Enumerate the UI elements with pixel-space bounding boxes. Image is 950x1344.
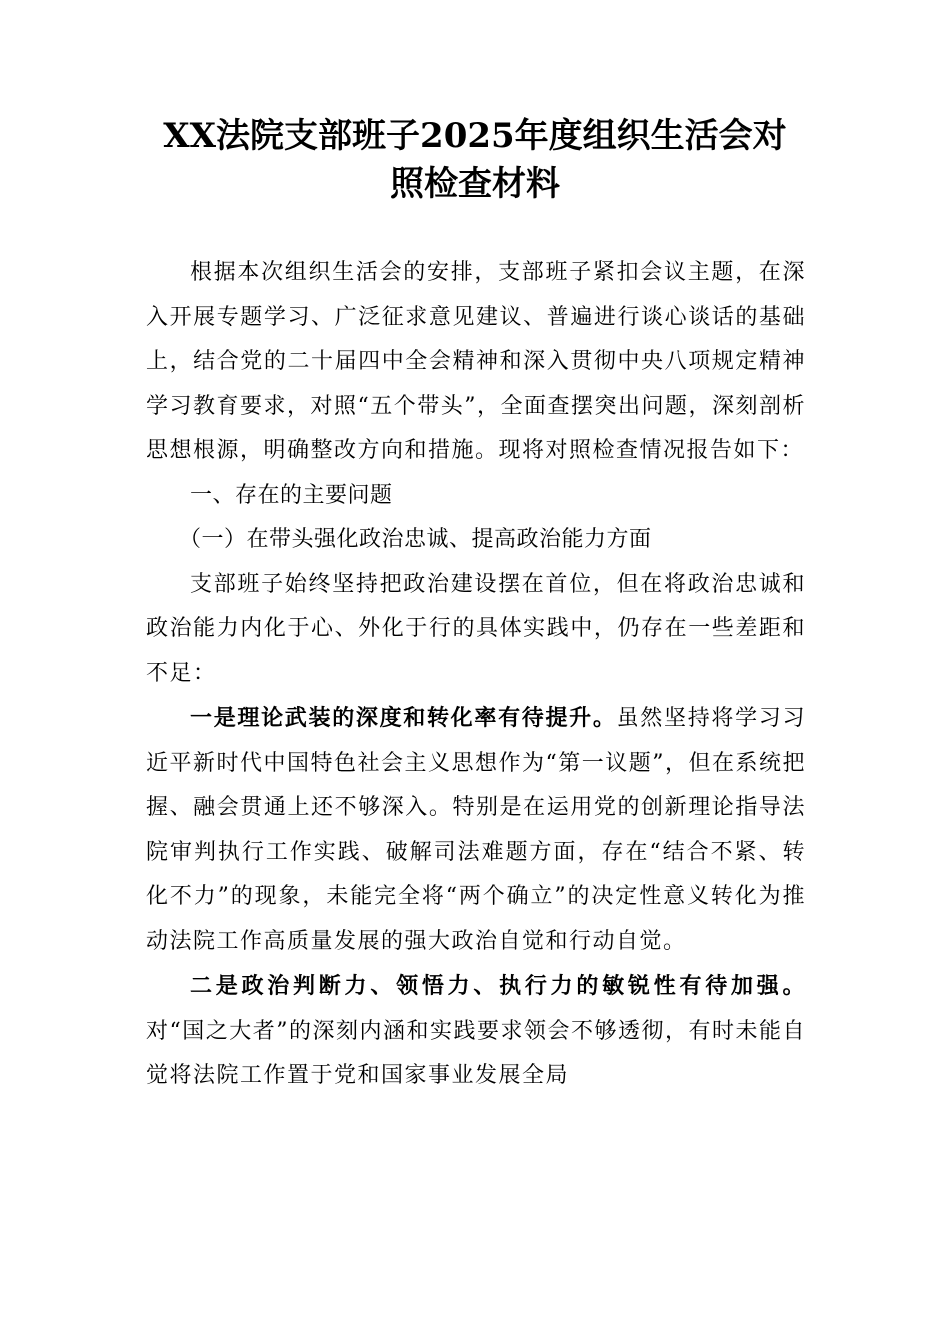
paragraph-1: 支部班子始终坚持把政治建设摆在首位，但在将政治忠诚和政治能力内化于心、外化于行的具体实践中，仍存在一些差距和不足： [146, 571, 806, 686]
paragraph-2 [146, 696, 806, 964]
paragraph-2-text: 虽然坚持将学习习近平新时代中国特色社会主义思想作为“第一议题”，但在系统把握、融会贯通上还不够深入。特别是在运用党的创新理论指导法院审判执行工作实践、破解司法难题方面，存在“结合不紧、转化不力”的现象，未能完全将“两个确立”的决定性意义转化为推动法院工作高质量发展的强大政治自觉和行动自觉。 [146, 706, 806, 954]
paragraph-3-lead: 二是政治判断力、领悟力、执行力的敏锐性有待加强。 [190, 973, 806, 999]
document-body [146, 251, 806, 1099]
title-line-1: XX法院支部班子2025年度组织生活会对 [163, 116, 787, 156]
subsection-heading: （一）在带头强化政治忠诚、提高政治能力方面 [179, 527, 652, 552]
paragraph-3-text: 对“国之大者”的深刻内涵和实践要求领会不够透彻，有时未能自觉将法院工作置于党和国家事业发展全局 [146, 1018, 806, 1088]
document-title [130, 112, 820, 208]
intro-paragraph: 根据本次组织生活会的安排，支部班子紧扣会议主题，在深入开展专题学习、广泛征求意见建议、普遍进行谈心谈话的基础上，结合党的二十届四中全会精神和深入贯彻中央八项规定精神学习教育要求，对照“五个带头”，全面查摆突出问题，深刻剖析思想根源，明确整改方向和措施。现将对照检查情况报告如下： [146, 260, 806, 463]
section-heading: 一、存在的主要问题 [190, 482, 393, 508]
paragraph-2-lead: 一是理论武装的深度和转化率有待提升。 [190, 705, 617, 731]
title-line-2: 照检查材料 [390, 164, 560, 204]
paragraph-3 [146, 964, 806, 1099]
